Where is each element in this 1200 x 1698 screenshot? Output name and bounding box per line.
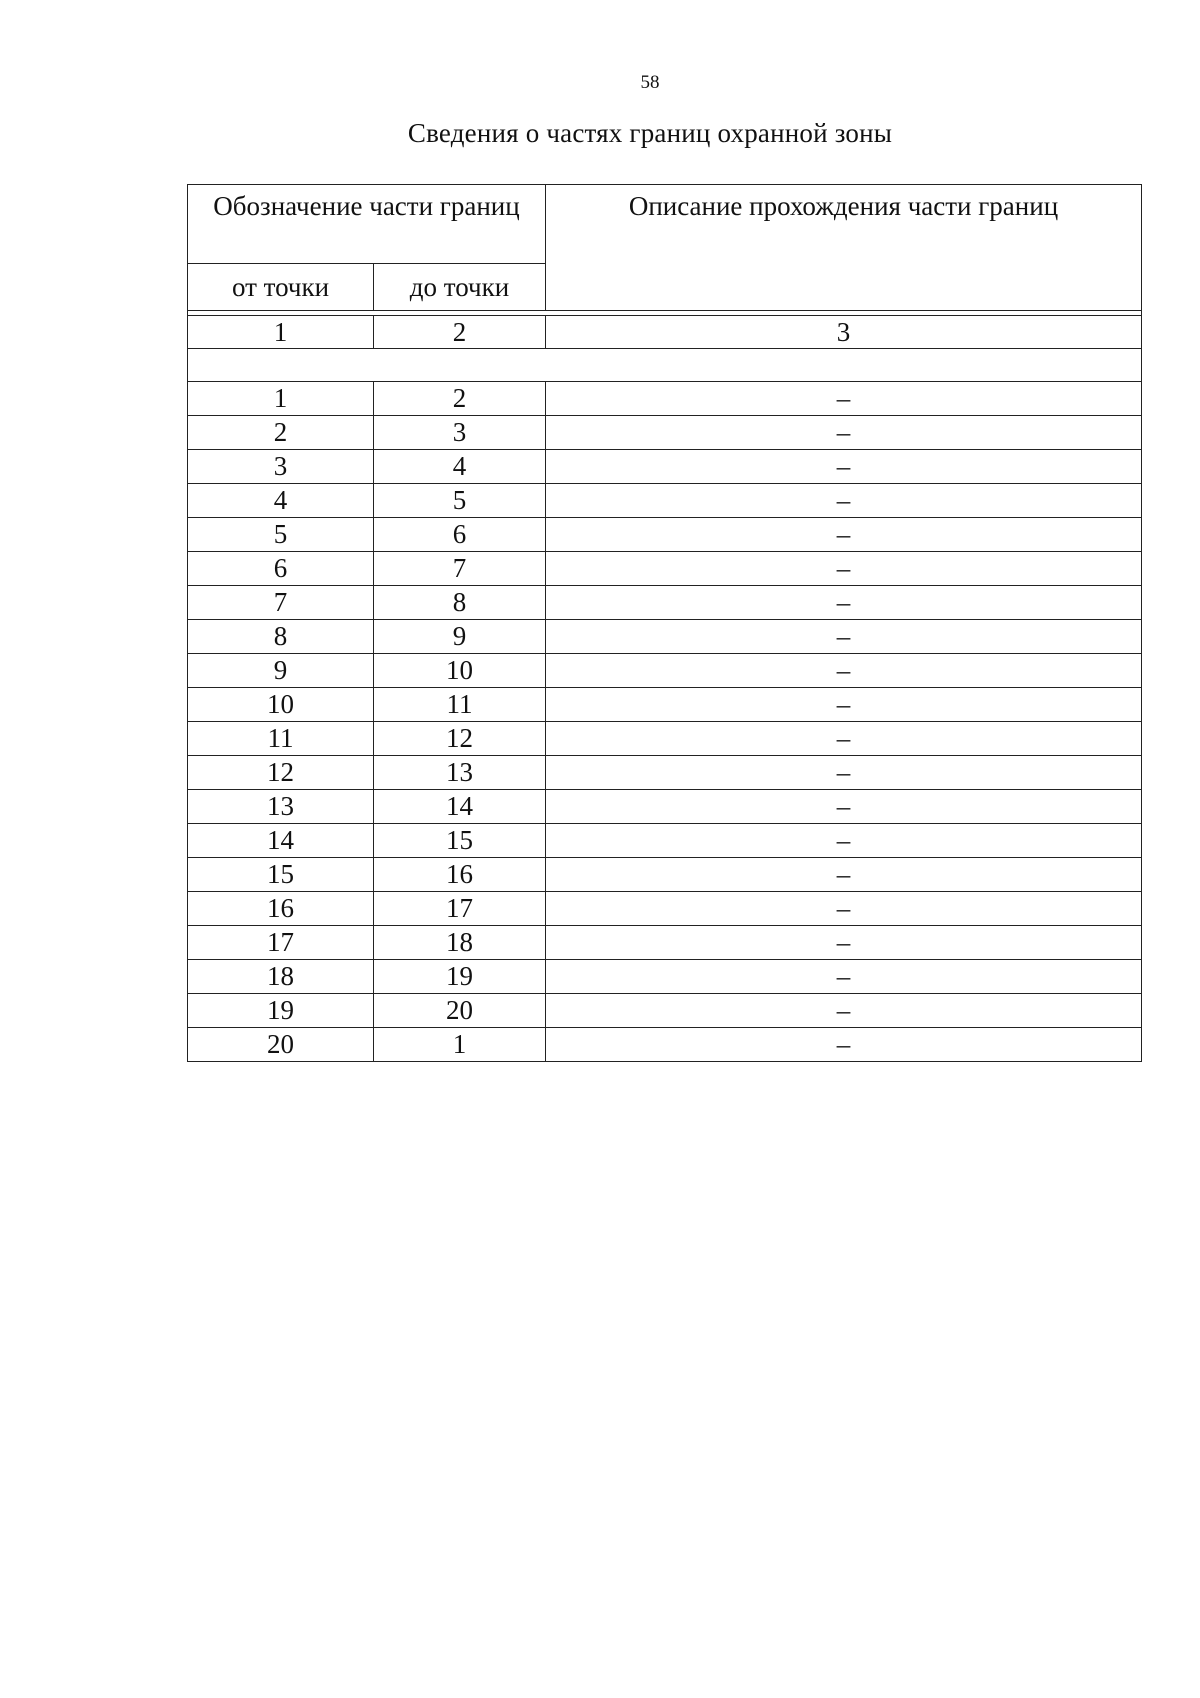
cell-to: 14 xyxy=(374,790,546,824)
cell-description: – xyxy=(546,484,1142,518)
cell-to: 13 xyxy=(374,756,546,790)
column-number: 3 xyxy=(546,316,1142,349)
cell-to: 19 xyxy=(374,960,546,994)
cell-from: 19 xyxy=(188,994,374,1028)
cell-to: 4 xyxy=(374,450,546,484)
header-boundary-description: Описание прохождения части границ xyxy=(546,185,1142,311)
cell-description: – xyxy=(546,382,1142,416)
cell-from: 7 xyxy=(188,586,374,620)
cell-from: 13 xyxy=(188,790,374,824)
cell-description: – xyxy=(546,790,1142,824)
table-row xyxy=(188,722,1142,756)
cell-description: – xyxy=(546,518,1142,552)
cell-description: – xyxy=(546,926,1142,960)
cell-to: 1 xyxy=(374,1028,546,1062)
table-row xyxy=(188,858,1142,892)
page-number: 58 xyxy=(640,72,660,93)
table-row xyxy=(188,790,1142,824)
header-from-point: от точки xyxy=(188,264,374,311)
table-row xyxy=(188,620,1142,654)
cell-to: 11 xyxy=(374,688,546,722)
cell-to: 12 xyxy=(374,722,546,756)
cell-description: – xyxy=(546,586,1142,620)
cell-description: – xyxy=(546,756,1142,790)
column-number: 2 xyxy=(374,316,546,349)
header-boundary-designation: Обозначение части границ xyxy=(188,185,546,264)
table-row xyxy=(188,892,1142,926)
cell-from: 20 xyxy=(188,1028,374,1062)
cell-to: 9 xyxy=(374,620,546,654)
cell-to: 10 xyxy=(374,654,546,688)
table-row xyxy=(188,824,1142,858)
cell-description: – xyxy=(546,858,1142,892)
cell-to: 5 xyxy=(374,484,546,518)
table-header-row xyxy=(188,185,1142,264)
cell-from: 1 xyxy=(188,382,374,416)
document-title: Сведения о частях границ охранной зоны xyxy=(407,118,893,148)
table-row xyxy=(188,382,1142,416)
cell-description: – xyxy=(546,688,1142,722)
cell-from: 18 xyxy=(188,960,374,994)
table-row xyxy=(188,756,1142,790)
cell-from: 10 xyxy=(188,688,374,722)
empty-cell xyxy=(188,349,1142,382)
table-row xyxy=(188,654,1142,688)
cell-from: 16 xyxy=(188,892,374,926)
cell-description: – xyxy=(546,994,1142,1028)
cell-to: 17 xyxy=(374,892,546,926)
cell-description: – xyxy=(546,654,1142,688)
cell-to: 18 xyxy=(374,926,546,960)
header-to-point: до точки xyxy=(374,264,546,311)
cell-from: 17 xyxy=(188,926,374,960)
table-row xyxy=(188,586,1142,620)
cell-to: 20 xyxy=(374,994,546,1028)
cell-description: – xyxy=(546,1028,1142,1062)
table-row xyxy=(188,552,1142,586)
table-row xyxy=(188,1028,1142,1062)
cell-from: 8 xyxy=(188,620,374,654)
cell-to: 2 xyxy=(374,382,546,416)
table-row xyxy=(188,416,1142,450)
cell-from: 4 xyxy=(188,484,374,518)
cell-from: 2 xyxy=(188,416,374,450)
column-numbers-row xyxy=(188,316,1142,349)
cell-from: 5 xyxy=(188,518,374,552)
cell-to: 15 xyxy=(374,824,546,858)
cell-from: 11 xyxy=(188,722,374,756)
cell-from: 6 xyxy=(188,552,374,586)
empty-row xyxy=(188,349,1142,382)
column-number: 1 xyxy=(188,316,374,349)
cell-description: – xyxy=(546,960,1142,994)
cell-description: – xyxy=(546,450,1142,484)
table-row xyxy=(188,450,1142,484)
cell-description: – xyxy=(546,722,1142,756)
cell-description: – xyxy=(546,552,1142,586)
table-row xyxy=(188,960,1142,994)
cell-from: 9 xyxy=(188,654,374,688)
cell-description: – xyxy=(546,824,1142,858)
cell-from: 14 xyxy=(188,824,374,858)
cell-from: 3 xyxy=(188,450,374,484)
table-row xyxy=(188,484,1142,518)
cell-description: – xyxy=(546,416,1142,450)
cell-description: – xyxy=(546,620,1142,654)
cell-from: 15 xyxy=(188,858,374,892)
table-row xyxy=(188,518,1142,552)
cell-to: 16 xyxy=(374,858,546,892)
table-row xyxy=(188,994,1142,1028)
boundary-parts-table xyxy=(187,184,1142,1062)
cell-to: 6 xyxy=(374,518,546,552)
table-row xyxy=(188,688,1142,722)
table-row xyxy=(188,926,1142,960)
cell-from: 12 xyxy=(188,756,374,790)
cell-to: 3 xyxy=(374,416,546,450)
cell-to: 8 xyxy=(374,586,546,620)
cell-description: – xyxy=(546,892,1142,926)
cell-to: 7 xyxy=(374,552,546,586)
